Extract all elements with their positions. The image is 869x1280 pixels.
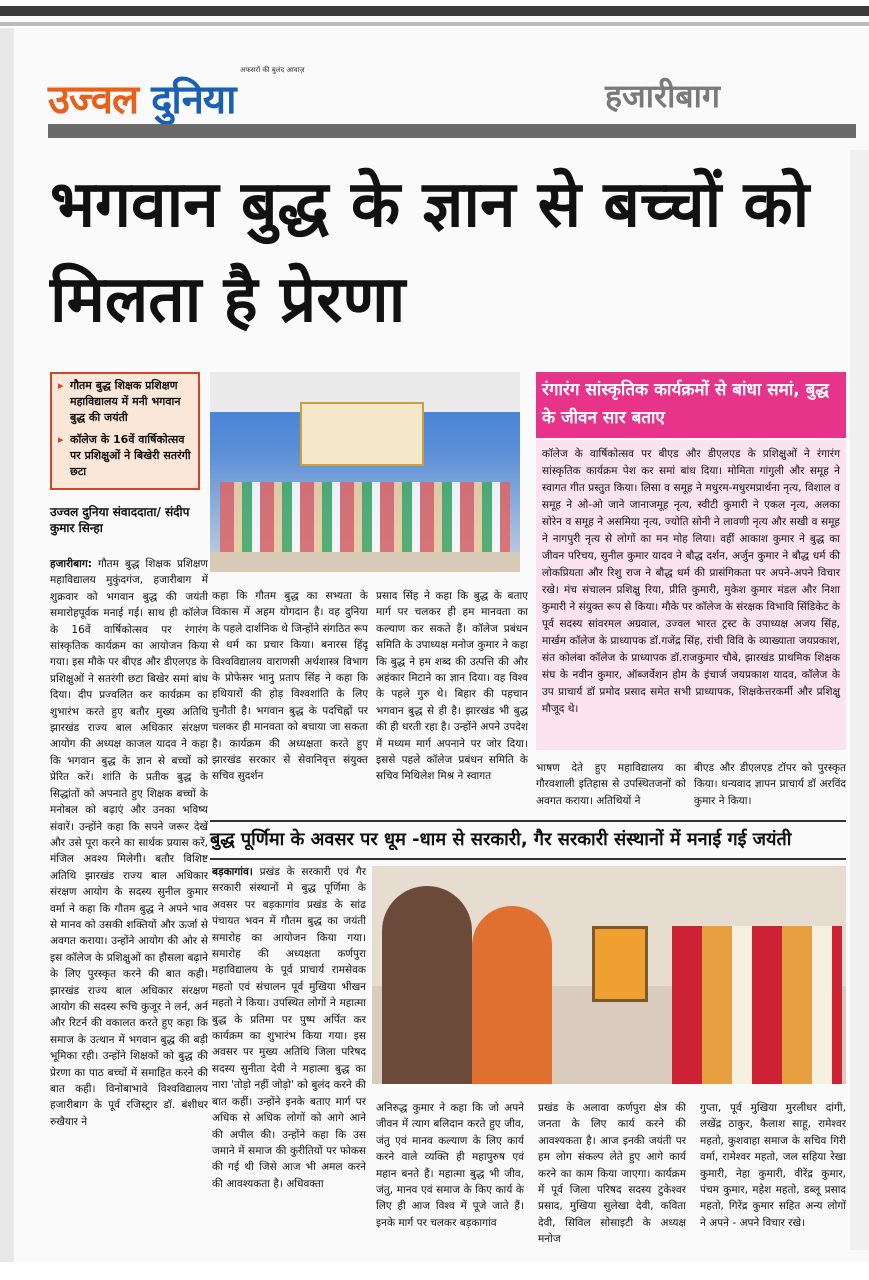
logo-tagline: अफसरों की बुलंद आवाज़	[240, 66, 305, 74]
bottom-strip	[0, 1262, 869, 1280]
story2-column-a: बड़कागांव। प्रखंड के सरकारी एवं गैर सरकारी संस्थानों मे बुद्ध पूर्णिमा के अवसर पर बड़कागांव प्रखंड के सांढ पंचायत भवन में गौतम बुद्ध का जयंती समारोह का आयोजन किया गया। समारोह की अध्यक्षता कर्णपुरा महाविद्यालय के पूर्व प्राचार्य रामसेवक महतो एवं संचालन पूर्व मुखिया भीखन महतो ने किया। उपस्थित लोगों ने महात्मा बुद्ध के प्रतिमा पर पुष्प अर्पित कर कार्यक्रम का शुभारंभ किया गया। इस अवसर पर मुख्य अतिथि जिला परिषद सदस्य सुनीता देवी ने महात्मा बुद्ध का नारा 'तोड़ो नहीं जोड़ो' को बुलंद करने की बात कहीं। उन्होंने इनके बताए मार्ग पर अधिक से अधिक लोगों को आगे आने की अपील की। उन्होंने कहा कि उस जमाने में समाज की कुरीतियों पर फोकस की गई थी जिसे आज भी अमल करने की आवश्यकता है। अधिवक्ता	[212, 866, 366, 1190]
side-story-text: कॉलेज के वार्षिकोत्सव पर बीएड और डीएलएड के प्रशिक्षुओं ने रंगारंग सांस्कृतिक कार्यक्रम पेश कर समां बांध दिया। मोमिता गांगुली और समूह ने स्वागत गीत प्रस्तुत किया। लिसा व समूह ने मधुरम-मधुरमप्रार्थना नृत्य, विशाल व समूह ने ओ-ओ जाने जानाजमूह नृत्य, स्वीटी कुमारी ने एकल नृत्य, अलका सोरेन व समूह ने असमिया नृत्य, ज्योति सोनी ने लावणी नृत्य और सखी व समूह ने नागपुरी नृत्य से लोगों का मन मोह लिया। वहीं आकाश कुमार ने बुद्ध का जीवन परिचय, सुनील कुमार यादव ने बौद्ध दर्शन, अर्जुन कुमार ने बौद्ध धर्म की लोकप्रियता और रिशु राज ने बौद्ध धर्म की प्रासंगिकता पर अपने-अपने विचार रखे। मंच संचालन प्रशिक्षु रिया, प्रीति कुमारी, मुकेश कुमार मंडल और निशा कुमारी ने संयुक्त रूप से किया। मौके पर कॉलेज के संरक्षक विभावि सिंडिकेट के पूर्व सदस्य सांवरमल अग्रवाल, उज्वल भारत ट्रस्ट के उपाध्यक्ष अजय सिंह, मार्खम कॉलेज के प्राध्यापक डॉ.गजेंद्र सिंह, रांची विवि के व्याख्याता जयप्रकाश, संत कोलंबा कॉलेज के प्राध्यापक डॉ.राजकुमार चौबे, झारखंड प्राथमिक शिक्षक संघ के नवीन कुमार, ऑब्जर्वेशन होम के इंचार्ज जयप्रकाश यादव, कॉलेज के उप प्राचार्य डॉ प्रमोद प्रसाद समेत सभी प्राध्यापक, शिक्षकेत्तरकर्मी और प्रशिक्षु मौजूद थे।	[536, 440, 846, 750]
story2-column-c: प्रखंड के अलावा कर्णपुरा क्षेत्र की जनता के लिए कार्य करने की आवश्यकता है। आज इनकी जयंती पर हम लोग संकल्प लेते हुए आगे कार्य करने का काम किया जाएगा। कार्यक्रम में पूर्व जिला परिषद सदस्य टुकेश्वर प्रसाद, मुखिया सुलेखा देवी, कविता देवी, सिविल सोसाइटी के अध्यक्ष मनोज	[538, 1102, 686, 1246]
column-1: हजारीबाग: गौतम बुद्ध शिक्षक प्रशिक्षण महाविद्यालय मुकुंदगंज, हजारीबाग में शुक्रवार को भगवान बुद्ध की जयंती समारोहपूर्वक मनाई गई। साथ ही कॉलेज के 16वें वार्षिकोत्सव पर रंगारंग सांस्कृतिक कार्यक्रम का आयोजन किया गया। इस मौके पर बीएड और डीएलएड के प्रशिक्षुओं ने सतरंगी छटा बिखेर समां बांध दिया। दीप प्रज्वलित कर कार्यक्रम का शुभारंभ करते हुए बतौर मुख्य अतिथि झारखंड राज्य बाल अधिकार संरक्षण आयोग की अध्यक्ष काजल यादव ने कहा कि भगवान बुद्ध के ज्ञान से बच्चों को प्रेरित करें। शांति के प्रतीक बुद्ध के सिद्धांतों को अपनाते हुए शिक्षक बच्चों के मनोबल को बढ़ाएं और उनका भविष्य संवारें। उन्होंने कहा कि सपने जरूर देखें और उसे पूरा करने का सार्थक प्रयास करें, मंजिल अवश्य मिलेगी। बतौर विशिष्ट अतिथि झारखंड राज्य बाल अधिकार संरक्षण आयोग के सदस्य सुनील कुमार वर्मा ने कहा कि गौतम बुद्ध ने अपने भाव से मानव को उसकी शक्तियों और ऊर्जा से अवगत कराया। उन्होंने आयोग की ओर से इस कॉलेज के प्रशिक्षुओं का हौसला बढ़ाने के लिए पुरस्कृत करने की बात कही। झारखंड राज्य बाल अधिकार संरक्षण आयोग की सदस्य रूचि कुजूर ने लर्न, अर्न और रिटर्न की वकालत करते हुए कहा कि समाज के उत्थान में भगवान बुद्ध की बड़ी भूमिका रही। उन्होंने शिक्षकों को बुद्ध की प्रेरणा का पाठ बच्चों में समाहित करने की बात कही। विनोबाभावे विश्वविद्यालय हजारीबाग के पूर्व रजिस्ट्रार डॉ. बंशीधर रुखैयार ने	[50, 558, 208, 1128]
main-headline: भगवान बुद्ध के ज्ञान से बच्चों को मिलता है प्रेरणा	[50, 168, 810, 337]
story2-headline: बुद्ध पूर्णिमा के अवसर पर धूम -धाम से सरकारी, गैर सरकारी संस्थानों में मनाई गई जयंती	[210, 820, 846, 860]
byline: उज्वल दुनिया संवाददाता/ संदीप कुमार सिन्हा	[50, 505, 190, 535]
column-5: बीएड और डीएलएड टॉपर को पुरस्कृत किया। धन्यवाद ज्ञापन प्राचार्य डॉ अरविंद कुमार ने किया।	[694, 762, 846, 807]
highlight-item: ▸ कॉलेज के 16वें वार्षिकोत्सव पर प्रशिक्षुओं ने बिखेरी सतरंगी छटा	[58, 432, 192, 480]
jayanti-photo	[372, 866, 846, 1084]
edition-name: हजारीबाग	[605, 77, 720, 115]
highlight-item: ▸ गौतम बुद्ध शिक्षक प्रशिक्षण महाविद्यालय में मनी भगवान बुद्ध की जयंती	[58, 378, 192, 426]
newspaper-logo: उज्वल दुनिया	[48, 77, 236, 123]
column-4: भाषण देते हुए महाविद्यालय का गौरवशाली इतिहास से उपस्थितजनों को अवगत कराया। अतिथियों ने	[536, 762, 686, 807]
story2-column-b: अनिरुद्ध कुमार ने कहा कि जो अपने जीवन में त्याग बलिदान करते हुए जीव, जंतु एवं मानव कल्याण के लिए कार्य करने वाले व्यक्ति ही महापुरुष एवं महान बनते हैं। महात्मा बुद्ध भी जीव, जंतु, मानव एवं समाज के किए कार्य के लिए ही आज विश्व में पूजे जाते हैं। इनके मार्ग पर चलकर बड़कागांव	[376, 1102, 524, 1229]
highlights-box	[50, 372, 200, 490]
top-bar	[0, 0, 869, 28]
header-rule	[48, 124, 856, 138]
column-2: कहा कि गौतम बुद्ध का सभ्यता के विकास में अहम योगदान है। वह दुनिया के पहले दार्शनिक थे जिन्होंने संगठित रूप से धर्म का प्रचार किया। बनारस हिंदू विश्वविद्यालय वाराणसी अर्थशास्त्र विभाग के प्रोफेसर भानु प्रताप सिंह ने कहा कि हथियारों की होड़ विश्वशांति के लिए चुनौती है। भगवान बुद्ध के पदचिह्नों पर चलकर ही मानवता को बचाया जा सकता है। कार्यक्रम की अध्यक्षता करते हुए झारखंड सरकार से सेवानिवृत्त संयुक्त सचिव सुदर्शन	[212, 590, 368, 783]
column-3: प्रसाद सिंह ने कहा कि बुद्ध के बताए मार्ग पर चलकर ही हम मानवता का कल्याण कर सकते हैं। कॉलेज प्रबंधन समिति के उपाध्यक्ष मनोज कुमार ने कहा कि बुद्ध ने हम शब्द की उत्पत्ति की और अहंकार मिटाने का ज्ञान दिया। वह विश्व के पहले गुरु थे। बिहार की पहचान भगवान बुद्ध से ही है। झारखंड भी बुद्ध की ही धरती रहा है। उन्होंने अपने उपदेश में मध्यम मार्ग अपनाने पर जोर दिया। इससे पहले कॉलेज प्रबंधन समिति के सचिव मिथिलेश मिश्र ने स्वागत	[376, 590, 528, 783]
ceremony-photo	[210, 372, 520, 572]
side-story-title: रंगारंग सांस्कृतिक कार्यक्रमों से बांधा समां, बुद्ध के जीवन सार बताए	[536, 372, 846, 438]
left-margin	[0, 28, 14, 1280]
adjacent-page-edge	[850, 150, 869, 1250]
story2-column-d: गुप्ता, पूर्व मुखिया मुरलीधर दांगी, लखेंद्र ठाकुर, कैलाश साहू, रामेश्वर महतो, कुशवाहा समाज के सचिव गिरी वर्मा, रामेश्वर महतो, जल सहिया रेखा कुमारी, नेहा कुमारी, वीरेंद्र कुमार, पंचम कुमार, महेश महतो, डब्लू प्रसाद महतो, गिरेंद्र कुमार सहित अन्य लोगों ने अपने - अपने विचार रखे।	[700, 1102, 846, 1229]
